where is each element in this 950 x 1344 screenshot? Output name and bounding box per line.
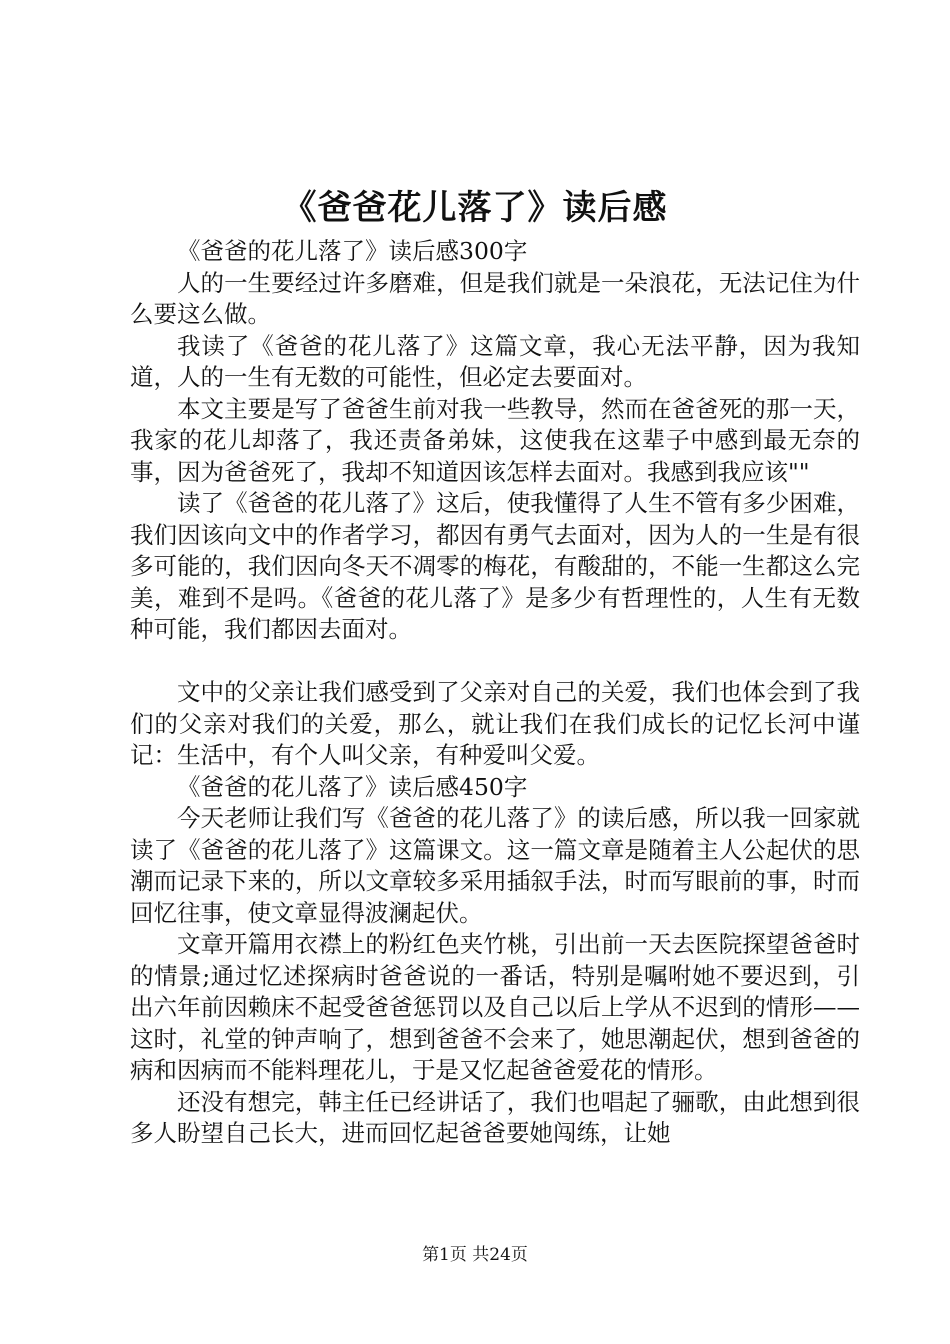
paragraph-8: 今天老师让我们写《爸爸的花儿落了》的读后感，所以我一回家就读了《爸爸的花儿落了》这篇课文。这一篇文章是随着主人公起伏的思潮而记录下来的，所以文章较多采用插叙手法，时而写眼前的事，时而回忆往事，使文章显得波澜起伏。 bbox=[130, 804, 860, 927]
document-body bbox=[130, 236, 860, 1150]
page-number-footer: 第1页 共24页 bbox=[422, 1245, 528, 1265]
paragraph-5: 读了《爸爸的花儿落了》这后，使我懂得了人生不管有多少困难，我们因该向文中的作者学习，都因有勇气去面对，因为人的一生是有很多可能的，我们因向冬天不凋零的梅花，有酸甜的，不能一生都这么完美，难到不是吗。《爸爸的花儿落了》是多少有哲理性的，人生有无数种可能，我们都因去面对。 bbox=[130, 489, 860, 643]
paragraph-10: 还没有想完，韩主任已经讲话了，我们也唱起了骊歌，由此想到很多人盼望自己长大，进而回忆起爸爸要她闯练，让她 bbox=[130, 1087, 860, 1147]
paragraph-2: 人的一生要经过许多磨难，但是我们就是一朵浪花，无法记住为什么要这么做。 bbox=[130, 268, 860, 328]
paragraph-7: 《爸爸的花儿落了》读后感450字 bbox=[177, 772, 528, 801]
document-title: 《爸爸花儿落了》读后感 bbox=[282, 188, 668, 228]
paragraph-4: 本文主要是写了爸爸生前对我一些教导，然而在爸爸死的那一天，我家的花儿却落了，我还责备弟妹，这使我在这辈子中感到最无奈的事，因为爸爸死了，我却不知道因该怎样去面对。我感到我应该"" bbox=[130, 394, 860, 486]
paragraph-1: 《爸爸的花儿落了》读后感300字 bbox=[177, 237, 528, 265]
paragraph-3: 我读了《爸爸的花儿落了》这篇文章，我心无法平静，因为我知道，人的一生有无数的可能性，但必定去要面对。 bbox=[130, 331, 860, 391]
paragraph-9: 文章开篇用衣襟上的粉红色夹竹桃，引出前一天去医院探望爸爸时的情景;通过忆述探病时爸爸说的一番话，特别是嘱咐她不要迟到，引出六年前因赖床不起受爸爸惩罚以及自己以后上学从不迟到的情形——这时，礼堂的钟声响了，想到爸爸不会来了，她思潮起伏，想到爸爸的病和因病而不能料理花儿，于是又忆起爸爸爱花的情形。 bbox=[130, 930, 860, 1084]
paragraph-spacer bbox=[130, 646, 860, 678]
paragraph-6: 文中的父亲让我们感受到了父亲对自己的关爱，我们也体会到了我们的父亲对我们的关爱，那么，就让我们在我们成长的记忆长河中谨记：生活中，有个人叫父亲，有种爱叫父爱。 bbox=[130, 678, 860, 769]
